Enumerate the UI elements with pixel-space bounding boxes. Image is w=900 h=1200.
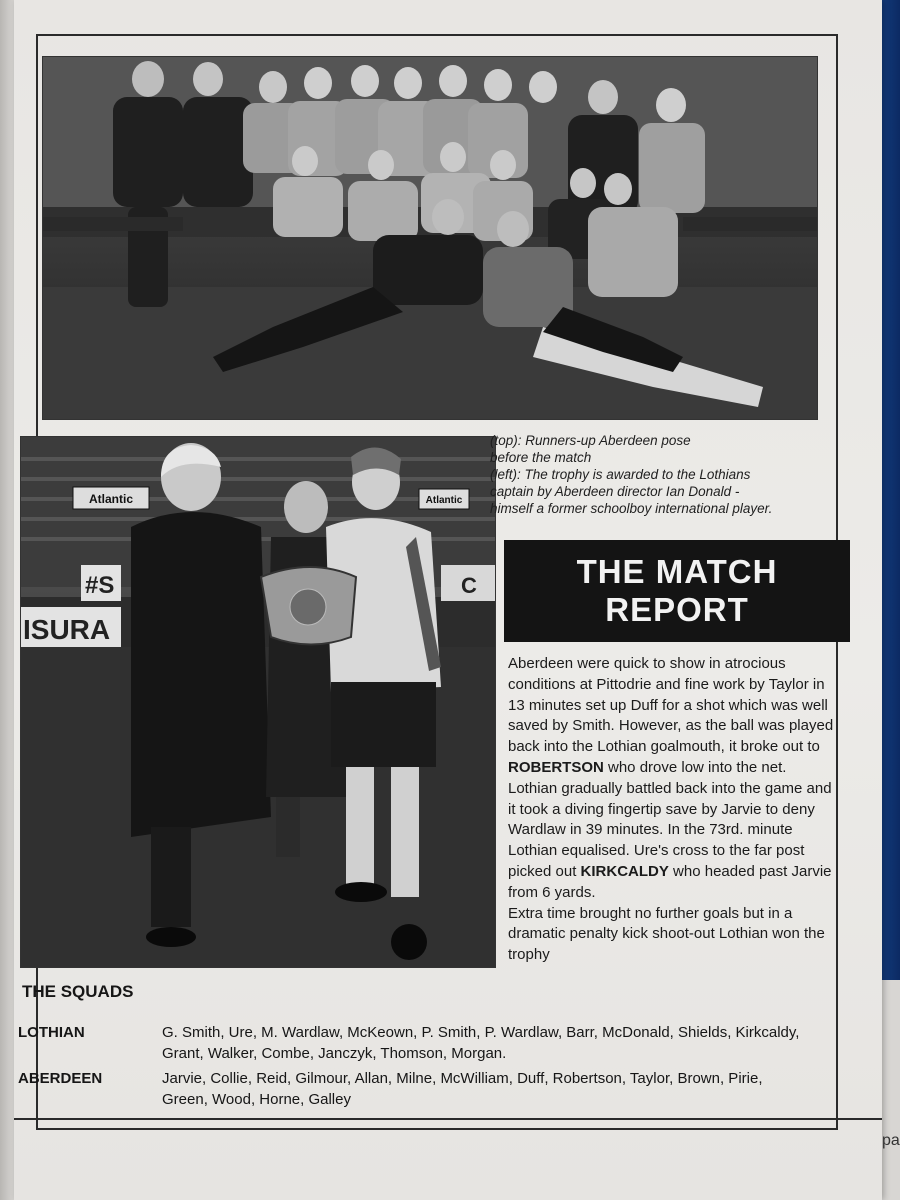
banner-mid-text: #S bbox=[85, 572, 115, 599]
caption-line: (left): The trophy is awarded to the Lothians bbox=[490, 467, 751, 482]
players-line: Green, Wood, Horne, Galley bbox=[162, 1091, 351, 1108]
caption-line: himself a former schoolboy international player. bbox=[490, 501, 773, 516]
caption-line: before the match bbox=[490, 450, 592, 465]
report-text: who drove low into the net. bbox=[603, 758, 787, 776]
team-name-aberdeen: ABERDEEN bbox=[18, 1070, 103, 1087]
report-line bbox=[508, 758, 888, 779]
report-line: saved by Smith. However, as the ball was played bbox=[508, 717, 834, 735]
match-report-title-line2: REPORT bbox=[605, 591, 749, 628]
bottom-divider bbox=[14, 1118, 882, 1120]
report-line: dramatic penalty kick shoot-out Lothian won the bbox=[508, 925, 825, 943]
aberdeen-players bbox=[162, 1068, 900, 1110]
match-report-body bbox=[508, 654, 888, 966]
match-report-heading bbox=[504, 540, 850, 642]
team-group-photo-icon bbox=[43, 57, 817, 419]
report-line: Wardlaw in 39 minutes. In the 73rd. minute bbox=[508, 821, 793, 839]
report-line: trophy bbox=[508, 946, 550, 964]
page-number: pa bbox=[882, 1132, 900, 1149]
report-line: it took a diving fingertip save by Jarvie to deny bbox=[508, 800, 815, 818]
match-report-title-line1: THE MATCH bbox=[576, 553, 778, 590]
team-name-lothian: LOTHIAN bbox=[18, 1024, 85, 1041]
players-line: Grant, Walker, Combe, Janczyk, Thomson, Morgan. bbox=[162, 1045, 507, 1062]
sign-left-text: Atlantic bbox=[88, 492, 134, 506]
banner-left-text: ISURA bbox=[23, 614, 111, 645]
report-line bbox=[508, 862, 888, 883]
sign-right-text: Atlantic bbox=[425, 495, 463, 506]
aberdeen-team-photo bbox=[42, 56, 818, 420]
report-line: Aberdeen were quick to show in atrocious bbox=[508, 655, 786, 672]
players-line: G. Smith, Ure, M. Wardlaw, McKeown, P. Smith, P. Wardlaw, Barr, McDonald, Shields, Kirkcaldy, bbox=[162, 1024, 800, 1041]
report-line: Lothian equalised. Ure's cross to the far post bbox=[508, 842, 805, 860]
report-line: conditions at Pittodrie and fine work by Taylor in bbox=[508, 675, 825, 693]
squads-heading: THE SQUADS bbox=[22, 982, 134, 1001]
scorer-kirkcaldy: KIRKCALDY bbox=[580, 862, 669, 880]
players-line: Jarvie, Collie, Reid, Gilmour, Allan, Milne, McWilliam, Duff, Robertson, Taylor, Brown, Pirie, bbox=[162, 1070, 763, 1087]
report-line: back into the Lothian goalmouth, it broke out to bbox=[508, 738, 820, 756]
scorer-robertson: ROBERTSON bbox=[508, 758, 604, 776]
report-line: Lothian gradually battled back into the game and bbox=[508, 779, 832, 797]
photo-captions bbox=[490, 432, 840, 517]
banner-right-text: C bbox=[461, 573, 477, 598]
lothian-players bbox=[162, 1022, 900, 1064]
report-text: who headed past Jarvie bbox=[668, 862, 832, 880]
caption-line: (top): Runners-up Aberdeen pose bbox=[490, 433, 691, 448]
trophy-presentation-photo bbox=[20, 436, 496, 968]
report-line: 13 minutes set up Duff for a shot which was well bbox=[508, 696, 828, 714]
report-line: from 6 yards. bbox=[508, 883, 596, 901]
report-text: picked out bbox=[508, 862, 581, 880]
programme-page bbox=[14, 0, 900, 1200]
caption-line: captain by Aberdeen director Ian Donald - bbox=[490, 484, 740, 499]
trophy-presentation-icon bbox=[21, 437, 495, 967]
report-line: Extra time brought no further goals but in a bbox=[508, 904, 793, 922]
